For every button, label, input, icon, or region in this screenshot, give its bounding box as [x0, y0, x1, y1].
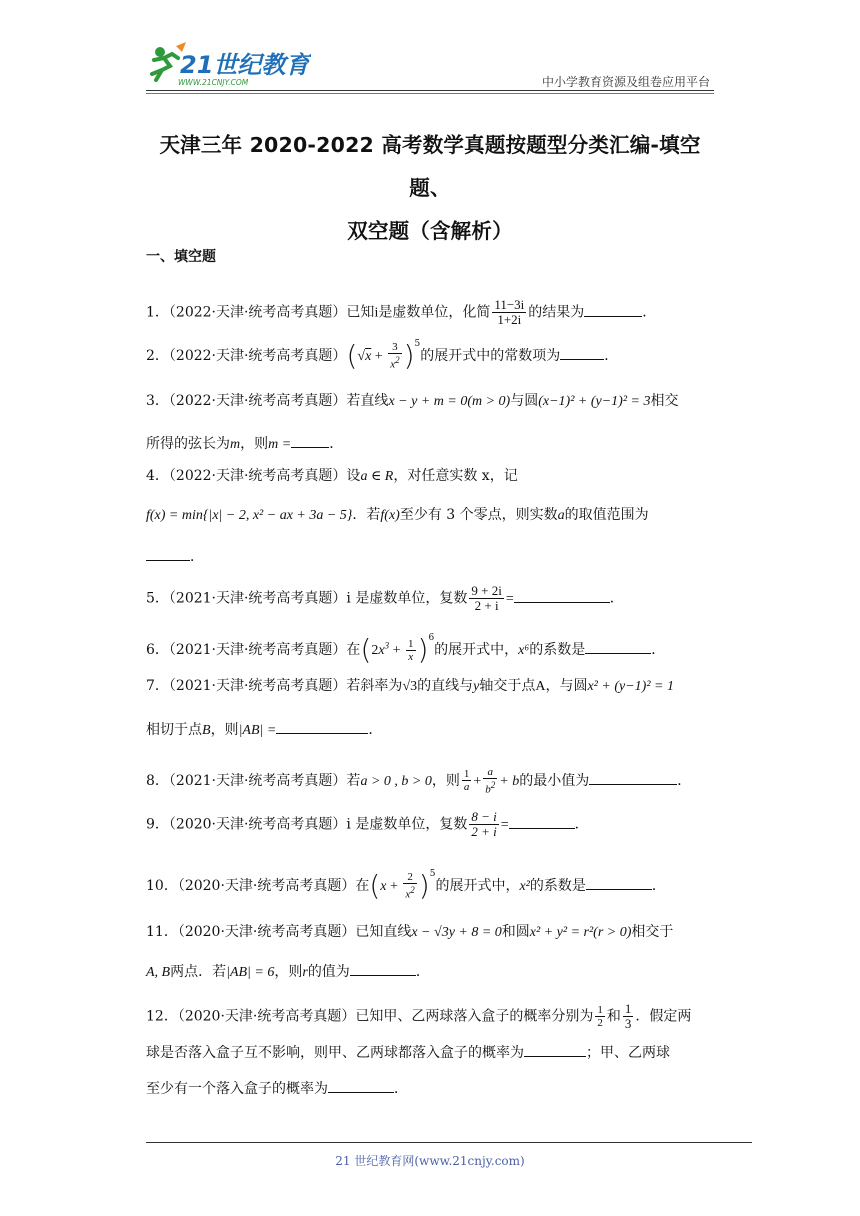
- answer-blank: [524, 1042, 586, 1057]
- question-3: 3．（2022·天津·统考高考真题）若直线x − y + m = 0(m > 0)与圆(x−1)² + (y−1)² = 3相交: [146, 393, 679, 409]
- answer-blank: [589, 770, 677, 785]
- answer-blank: [291, 433, 329, 448]
- logo-text: 21世纪教育: [180, 51, 310, 79]
- logo: [146, 40, 311, 90]
- question-1: 1．（2022·天津·统考高考真题）已知i是虚数单位，化简 $\frac{11-3i}{1+2i}$ 的结果为 ．: [146, 297, 657, 327]
- header-rule-thin: [146, 93, 714, 94]
- question-4: 4．（2022·天津·统考高考真题）设a ∈ R，对任意实数 x，记: [146, 468, 518, 484]
- answer-blank: [509, 814, 575, 829]
- question-12-line-2: 球是否落入盒子互不影响，则甲、乙两球都落入盒子的概率为 ；甲、乙两球: [146, 1042, 716, 1063]
- answer-blank: [328, 1078, 394, 1093]
- question-10: 10．（2020·天津·统考高考真题）在(x + $\frac{2}{x^2}$ )$^5$的展开式中，x²的系数是 ．: [146, 869, 666, 902]
- question-4-line-3: ．: [146, 546, 716, 567]
- answer-blank: [146, 546, 190, 561]
- question-4-line-2: f(x) = min{|x| − 2, x² − ax + 3a − 5}．若f(x)至少有 3 个零点，则实数a的取值范围为: [146, 507, 649, 523]
- logo-url: WWW.21CNJY.COM: [178, 78, 249, 87]
- answer-blank: [584, 302, 642, 317]
- footer-text: 21 世纪教育网(www.21cnjy.com): [335, 1154, 525, 1168]
- answer-blank: [514, 588, 610, 603]
- question-11: 11．（2020·天津·统考高考真题）已知直线x − √3y + 8 = 0和圆x² + y² = r²(r > 0)相交于: [146, 924, 674, 940]
- fraction: $\frac{11-3i}{1+2i}$: [494, 297, 525, 327]
- question-5: 5．（2021·天津·统考高考真题）i 是虚数单位，复数 $\frac{9 + 2i}{2 + i}$ = ．: [146, 583, 624, 613]
- question-12: 12．（2020·天津·统考高考真题）已知甲、乙两球落入盒子的概率分别为 $\frac{1}{2}$ 和 $\frac{1}{3}$ ．假定两: [146, 1001, 692, 1031]
- question-7-line-2: 相切于点B，则|AB| = ．: [146, 719, 716, 741]
- answer-blank: [350, 961, 416, 976]
- question-8: 8．（2021·天津·统考高考真题）若a > 0 , b > 0，则 $\frac{1}{a}$ + $\frac{a}{b^2}$ + b的最小值为 ．: [146, 766, 692, 796]
- title-line-2: 双空题（含解析）: [347, 219, 513, 243]
- question-7: 7．（2021·天津·统考高考真题）若斜率为√3的直线与y轴交于点A，与圆x² + (y−1)² = 1: [146, 678, 674, 694]
- answer-blank: [560, 345, 604, 360]
- header-rule: [146, 90, 714, 91]
- title-line-1: 天津三年 2020-2022 高考数学真题按题型分类汇编-填空题、: [159, 133, 701, 200]
- question-11-line-2: A, B两点．若|AB| = 6，则r的值为 ．: [146, 961, 716, 983]
- document-title: [146, 124, 714, 253]
- section-heading: 一、填空题: [146, 249, 216, 265]
- question-12-line-3: 至少有一个落入盒子的概率为 ．: [146, 1078, 716, 1099]
- answer-blank: [276, 719, 368, 734]
- answer-blank: [586, 875, 652, 890]
- question-3-line-2: 所得的弦长为m，则m = ．: [146, 433, 716, 455]
- answer-blank: [585, 639, 651, 654]
- question-2: 2．（2022·天津·统考高考真题）(√x + $\frac{3}{x^2}$ )$^5$的展开式中的常数项为 ．: [146, 339, 619, 372]
- question-6: 6．（2021·天津·统考高考真题）在($2x^3$ + $\frac{1}{x}$ )$^6$的展开式中，x⁶的系数是 ．: [146, 633, 666, 666]
- footer-rule: [146, 1142, 752, 1143]
- question-9: 9．（2020·天津·统考高考真题）i 是虚数单位，复数 $\frac{8 - i}{2 + i}$ = ．: [146, 809, 589, 839]
- platform-label: 中小学教育资源及组卷应用平台: [541, 75, 710, 89]
